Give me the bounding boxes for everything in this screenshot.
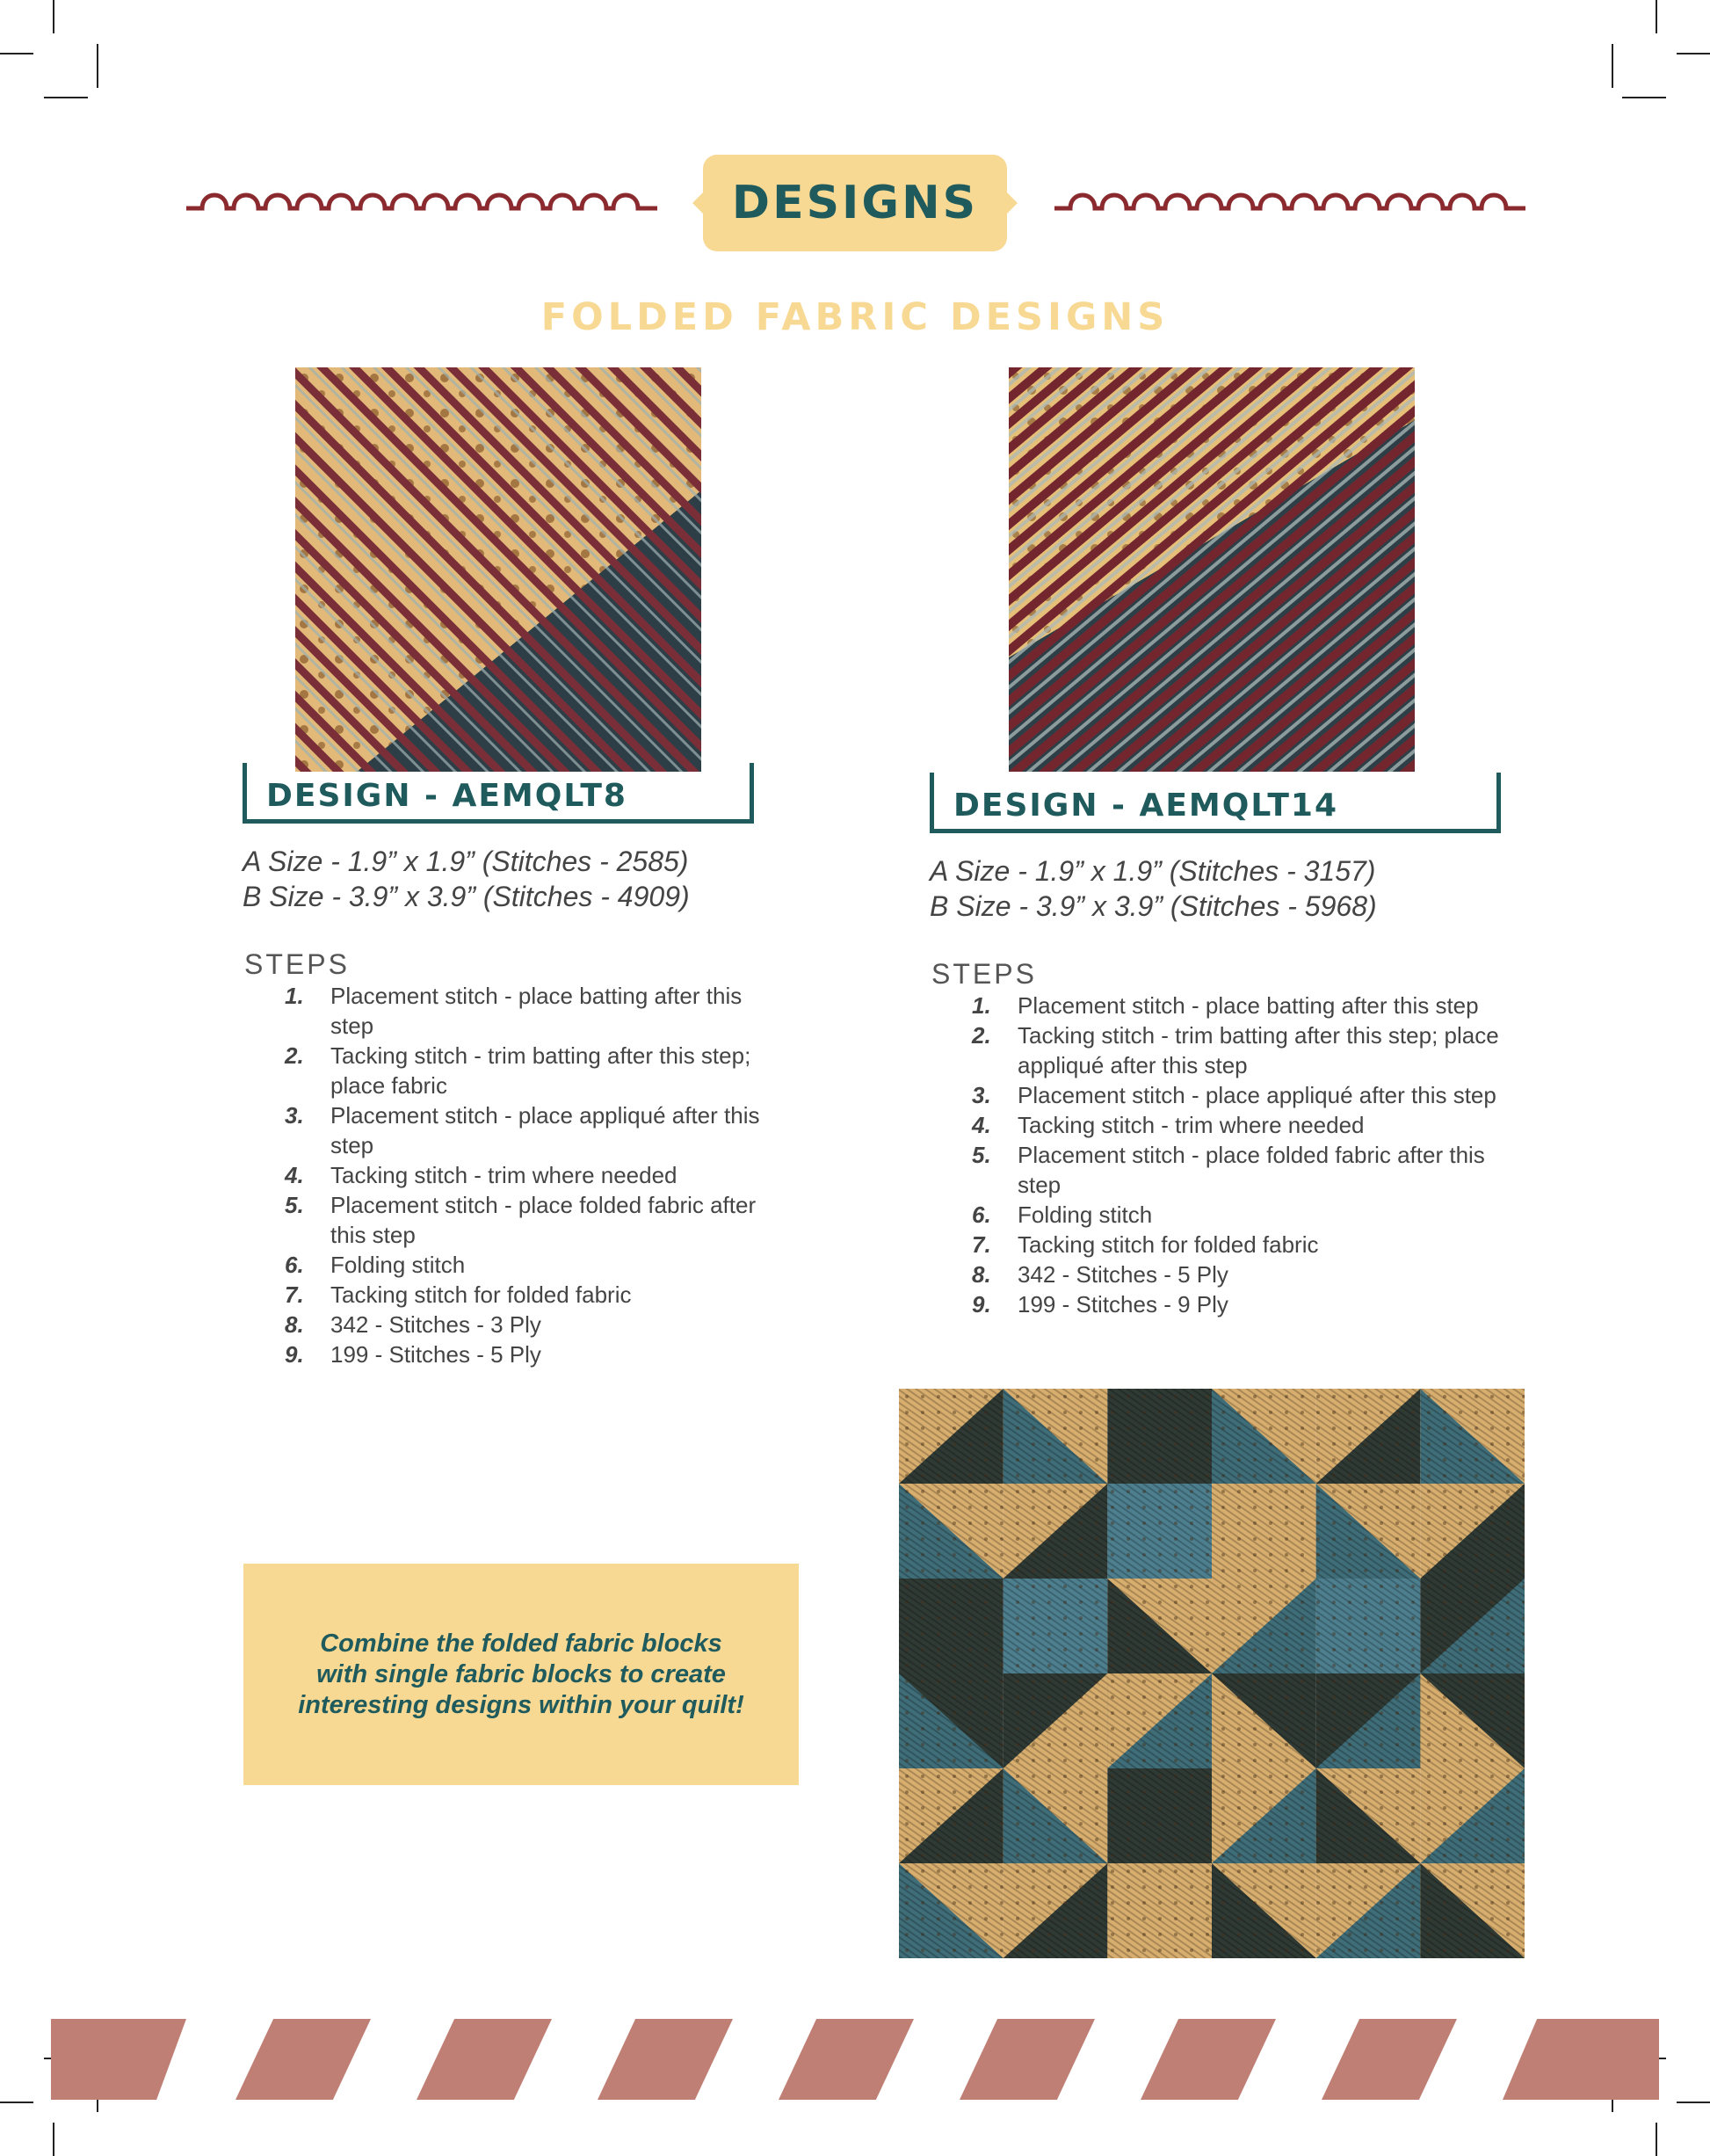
crop-mark [0, 2102, 33, 2103]
step-number: 7. [285, 1281, 304, 1308]
page-subtitle: FOLDED FABRIC DESIGNS [540, 295, 1170, 339]
size-info [930, 853, 1377, 924]
size-info [243, 844, 690, 914]
step-number: 2. [285, 1042, 304, 1069]
wave-divider-left [185, 180, 659, 215]
step-number: 9. [972, 1291, 991, 1318]
wave-divider-right [1053, 180, 1527, 215]
step-item [972, 1140, 1499, 1200]
step-number: 2. [972, 1022, 991, 1049]
step-item [972, 1200, 1499, 1230]
steps-heading: STEPS [244, 948, 350, 980]
crop-mark [1656, 2123, 1657, 2156]
crop-mark [1677, 2102, 1710, 2103]
step-number: 3. [972, 1082, 991, 1108]
step-text: Tacking stitch - trim batting after this step; place appliqué after this step [1018, 1022, 1499, 1078]
step-text: Tacking stitch - trim where needed [330, 1162, 677, 1188]
footer-stripe [960, 2019, 1095, 2100]
crop-mark [97, 44, 98, 88]
step-item [972, 1020, 1499, 1080]
step-item [285, 1100, 777, 1160]
step-item [972, 1259, 1499, 1289]
step-item [285, 1190, 777, 1250]
step-number: 1. [285, 983, 304, 1009]
step-item [285, 1250, 777, 1280]
crop-mark [53, 0, 54, 33]
step-text: 342 - Stitches - 5 Ply [1018, 1261, 1228, 1288]
step-item [285, 1339, 777, 1369]
header-badge [703, 155, 1007, 251]
design-label [243, 763, 754, 824]
footer-stripe [1503, 2019, 1659, 2100]
step-number: 4. [972, 1112, 991, 1138]
steps-list [972, 991, 1499, 1319]
step-item [285, 1310, 777, 1339]
fabric-swatch-aemqlt14 [1009, 367, 1415, 772]
crop-mark [1622, 97, 1666, 98]
design-name: DESIGN - AEMQLT8 [266, 778, 627, 814]
step-text: Placement stitch - place batting after this step [330, 983, 743, 1039]
footer-stripe [598, 2019, 733, 2100]
footer-stripe [779, 2019, 914, 2100]
step-text: Placement stitch - place appliqué after this step [330, 1102, 760, 1158]
step-item [972, 991, 1499, 1020]
step-number: 3. [285, 1102, 304, 1129]
footer-stripe [417, 2019, 552, 2100]
steps-list [285, 981, 777, 1369]
step-text: 342 - Stitches - 3 Ply [330, 1311, 541, 1338]
crop-mark [53, 2123, 54, 2156]
step-text: Folding stitch [1018, 1201, 1153, 1228]
footer-stripe [1141, 2019, 1276, 2100]
step-number: 6. [972, 1201, 991, 1228]
step-number: 6. [285, 1252, 304, 1278]
tip-callout [243, 1564, 799, 1785]
step-text: Tacking stitch - trim batting after this step; place fabric [330, 1042, 751, 1099]
step-text: Tacking stitch for folded fabric [1018, 1231, 1319, 1258]
step-item [972, 1289, 1499, 1319]
step-item [285, 981, 777, 1041]
step-number: 5. [972, 1142, 991, 1168]
footer-stripe [51, 2019, 186, 2100]
step-number: 5. [285, 1192, 304, 1218]
step-text: Placement stitch - place folded fabric after this step [1018, 1142, 1485, 1198]
step-text: 199 - Stitches - 9 Ply [1018, 1291, 1228, 1318]
step-item [285, 1041, 777, 1100]
crop-mark [1612, 44, 1613, 88]
page-title: DESIGNS [731, 177, 979, 229]
step-item [972, 1110, 1499, 1140]
step-text: Placement stitch - place appliqué after this step [1018, 1082, 1496, 1108]
crop-mark [1656, 0, 1657, 33]
step-text: Tacking stitch for folded fabric [330, 1281, 632, 1308]
size-b: B Size - 3.9” x 3.9” (Stitches - 4909) [243, 881, 690, 912]
crop-mark [44, 97, 88, 98]
size-a: A Size - 1.9” x 1.9” (Stitches - 3157) [930, 855, 1376, 887]
step-item [285, 1280, 777, 1310]
step-text: Tacking stitch - trim where needed [1018, 1112, 1365, 1138]
size-a: A Size - 1.9” x 1.9” (Stitches - 2585) [243, 846, 689, 877]
design-name: DESIGN - AEMQLT14 [953, 788, 1338, 824]
step-number: 9. [285, 1341, 304, 1368]
steps-heading: STEPS [931, 958, 1037, 990]
step-item [972, 1230, 1499, 1259]
size-b: B Size - 3.9” x 3.9” (Stitches - 5968) [930, 890, 1377, 922]
step-item [972, 1080, 1499, 1110]
step-number: 8. [285, 1311, 304, 1338]
step-number: 4. [285, 1162, 304, 1188]
step-text: 199 - Stitches - 5 Ply [330, 1341, 541, 1368]
footer-stripe [235, 2019, 371, 2100]
design-label [930, 773, 1501, 833]
step-text: Placement stitch - place batting after this step [1018, 992, 1479, 1019]
step-item [285, 1160, 777, 1190]
footer-stripe [1322, 2019, 1457, 2100]
step-number: 1. [972, 992, 991, 1019]
tip-text: Combine the folded fabric blocks with single fabric blocks to create interesting designs within your quilt! [298, 1629, 744, 1719]
step-text: Placement stitch - place folded fabric after this step [330, 1192, 757, 1248]
quilt-pattern-image [899, 1389, 1525, 1958]
step-number: 7. [972, 1231, 991, 1258]
step-text: Folding stitch [330, 1252, 466, 1278]
step-number: 8. [972, 1261, 991, 1288]
fabric-swatch-aemqlt8 [295, 367, 701, 772]
crop-mark [1677, 53, 1710, 54]
crop-mark [0, 53, 33, 54]
